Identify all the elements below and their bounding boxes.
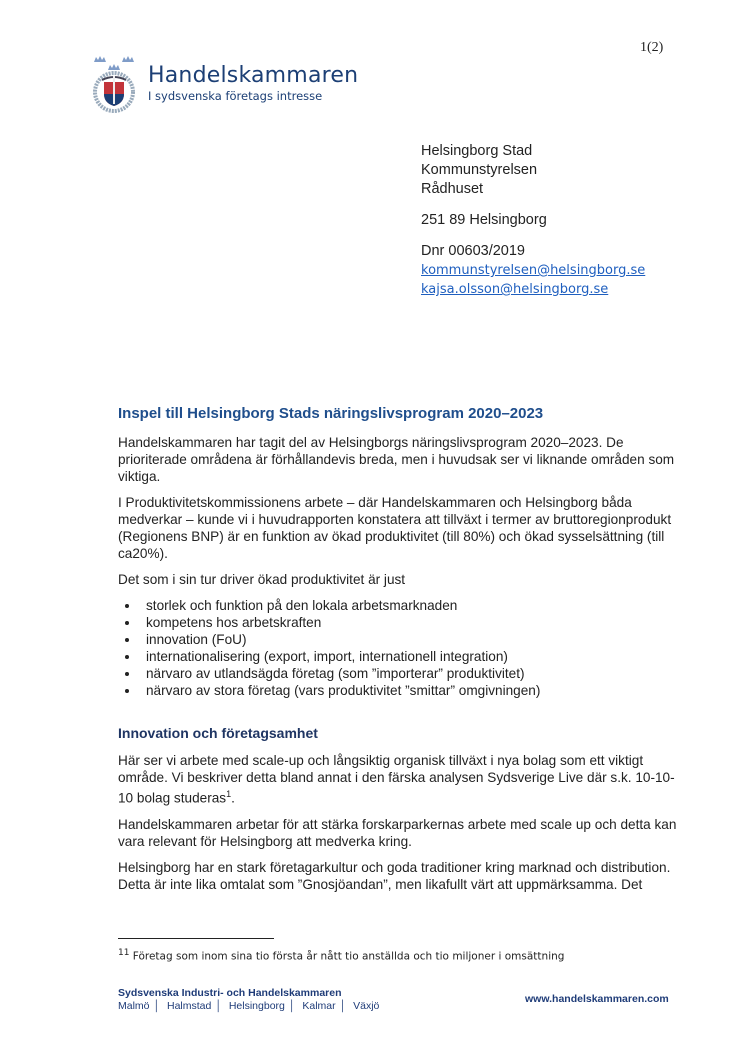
paragraph — [118, 752, 678, 807]
address-line: Kommunstyrelsen — [421, 162, 538, 178]
footnote — [118, 948, 564, 963]
paragraph: Handelskammaren arbetar för att stärka forskarparkernas arbete med scale up och detta kan vara relevant för Helsingborg att medverka kring. — [118, 816, 677, 849]
address-line: Helsingborg Stad — [421, 143, 533, 159]
postal-address: 251 89 Helsingborg — [421, 212, 547, 228]
paragraph-end: . — [231, 790, 235, 806]
paragraph: Det som i sin tur driver ökad produktivitet är just — [118, 572, 406, 587]
bullet-list — [118, 597, 678, 699]
brand-name: Handelskammaren — [148, 63, 359, 88]
list-item: • närvaro av stora företag (vars produktivitet ”smittar” omgivningen) — [140, 682, 678, 699]
paragraph: I Produktivitetskommissionens arbete – där Handelskammaren och Helsingborg båda medverkar – kunde vi i huvudrapporten konstatera att tillväxt i termer av bruttoregionprodukt (Regionens BNP) är en funktion av ökad produktivitet (till 80%) och ökad sysselsättning (till ca20%). — [118, 495, 672, 561]
footer-city: Helsingborg — [228, 1000, 285, 1012]
address-line: Rådhuset — [421, 181, 484, 197]
document-title: Inspel till Helsingborg Stads näringslivsprogram 2020–2023 — [118, 405, 544, 422]
list-item: • internationalisering (export, import, internationell integration) — [140, 648, 678, 665]
footnote-divider — [118, 938, 274, 939]
letter-body — [118, 405, 678, 902]
footer-org: Sydsvenska Industri- och Handelskammaren — [118, 987, 342, 999]
footer-cities: Malmö │ Halmstad │ Helsingborg │ Kalmar │ Växjö — [118, 1000, 380, 1012]
footer-city: Halmstad — [167, 1000, 212, 1012]
recipient-address — [421, 142, 645, 299]
email-link[interactable]: kajsa.olsson@helsingborg.se — [421, 282, 609, 297]
brand-tagline: I sydsvenska företags intresse — [148, 89, 323, 103]
footer-website[interactable]: www.handelskammaren.com — [525, 993, 669, 1005]
paragraph-text: Här ser vi arbete med scale-up och långsiktig organisk tillväxt i nya bolag som ett viktigt område. Vi beskriver detta bland annat i den färska analysen Sydsverige Live där s.k. 10-10-10 bolag studeras — [118, 753, 675, 806]
footer-city: Kalmar — [302, 1000, 336, 1012]
page-number: 1(2) — [640, 40, 664, 55]
paragraph: Helsingborg har en stark företagarkultur och goda traditioner kring marknad och distribution. Detta är inte lika omtalat som ”Gnosjöandan”, men likafullt värt att uppmärksamma. Det — [118, 859, 671, 892]
paragraph: Handelskammaren har tagit del av Helsingborgs näringslivsprogram 2020–2023. De prioriterade områdena är förhållandevis breda, men i huvudsak ser vi liknande områden som viktiga. — [118, 435, 675, 484]
footer-city: Malmö — [118, 1000, 150, 1012]
footnote-mark: 11 — [118, 948, 130, 958]
coat-of-arms-icon — [88, 52, 140, 114]
footer-city: Växjö — [353, 1000, 380, 1012]
email-link[interactable]: kommunstyrelsen@helsingborg.se — [421, 263, 646, 278]
list-item: • storlek och funktion på den lokala arbetsmarknaden — [140, 597, 678, 614]
list-item: • kompetens hos arbetskraften — [140, 614, 678, 631]
footnote-text: Företag som inom sina tio första år nått tio anställda och tio miljoner i omsättning — [129, 950, 565, 963]
list-item: • innovation (FoU) — [140, 631, 678, 648]
footnote-ref: 1 — [226, 789, 232, 799]
logo — [88, 52, 358, 114]
section-heading: Innovation och företagsamhet — [118, 725, 318, 741]
reference-number: Dnr 00603/2019 — [421, 243, 525, 259]
list-item: • närvaro av utlandsägda företag (som ”importerar” produktivitet) — [140, 665, 678, 682]
